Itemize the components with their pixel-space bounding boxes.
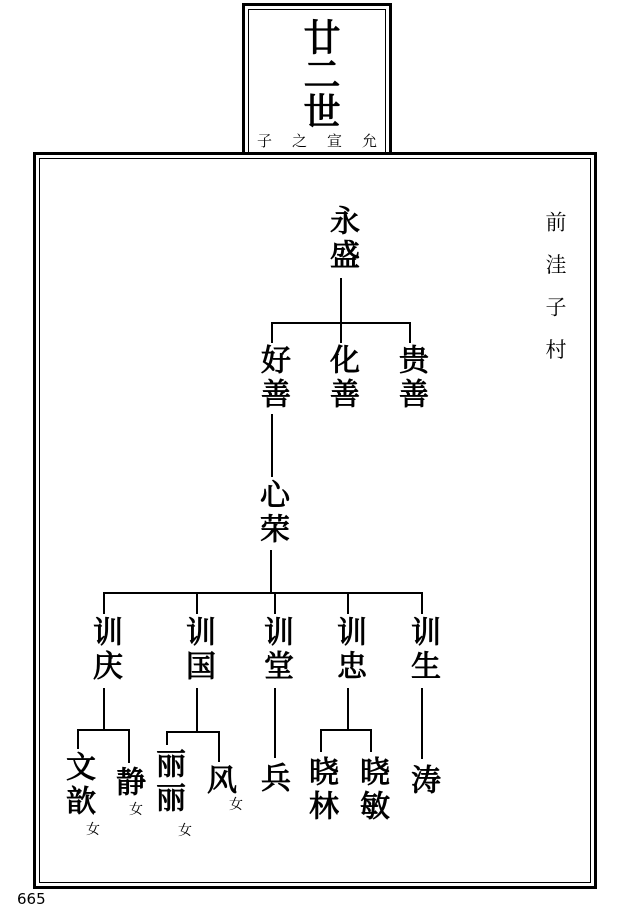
- node-xuntang: 训堂: [259, 616, 292, 684]
- female-marker: 女: [229, 798, 243, 813]
- node-xunzhong: 训忠: [332, 616, 365, 684]
- connector-line: [409, 322, 411, 343]
- node-xunguo: 训国: [181, 616, 214, 684]
- node-tao: 涛: [406, 764, 439, 798]
- node-bing: 兵: [256, 762, 289, 796]
- connector-line: [270, 550, 272, 594]
- node-feng: 风: [202, 764, 235, 798]
- connector-line: [320, 729, 372, 731]
- node-xunsheng: 训生: [406, 616, 439, 684]
- connector-line: [340, 278, 342, 324]
- connector-line: [421, 688, 423, 759]
- connector-line: [320, 729, 322, 752]
- connector-line: [274, 688, 276, 758]
- page-number: 665: [17, 890, 46, 908]
- node-jing: 静: [111, 766, 144, 800]
- connector-line: [271, 414, 273, 477]
- lineage-note: 子之宣允: [257, 134, 398, 150]
- connector-line: [196, 592, 198, 614]
- connector-line: [128, 729, 130, 763]
- village-label: 前洼子村: [543, 211, 567, 381]
- connector-line: [347, 592, 349, 614]
- connector-line: [370, 729, 372, 752]
- node-wenxin: 文歆: [61, 751, 94, 819]
- ancestor-node-yongsheng: 永盛: [325, 205, 358, 273]
- connector-line: [271, 322, 273, 343]
- node-xiaolin: 晓林: [304, 756, 337, 824]
- connector-line: [103, 592, 105, 614]
- node-xinrong: 心荣: [255, 479, 288, 547]
- connector-line: [347, 688, 349, 731]
- female-marker: 女: [86, 823, 100, 838]
- node-lili: 丽丽: [151, 748, 184, 816]
- connector-line: [77, 729, 130, 731]
- node-guishan: 贵善: [394, 344, 427, 412]
- female-marker: 女: [129, 803, 143, 818]
- node-xiaomin: 晓敏: [355, 756, 388, 824]
- connector-line: [166, 731, 168, 745]
- connector-line: [196, 688, 198, 733]
- node-xunqing: 训庆: [88, 616, 121, 684]
- connector-line: [274, 592, 276, 614]
- connector-line: [103, 688, 105, 731]
- connector-line: [421, 592, 423, 614]
- connector-line: [103, 592, 423, 594]
- node-huashan: 化善: [325, 344, 358, 412]
- connector-line: [77, 729, 79, 749]
- female-marker: 女: [178, 824, 192, 839]
- connector-line: [166, 731, 220, 733]
- connector-line: [340, 322, 342, 343]
- connector-line: [218, 731, 220, 762]
- generation-title: 廿二世: [297, 18, 338, 129]
- node-haoshan: 好善: [256, 344, 289, 412]
